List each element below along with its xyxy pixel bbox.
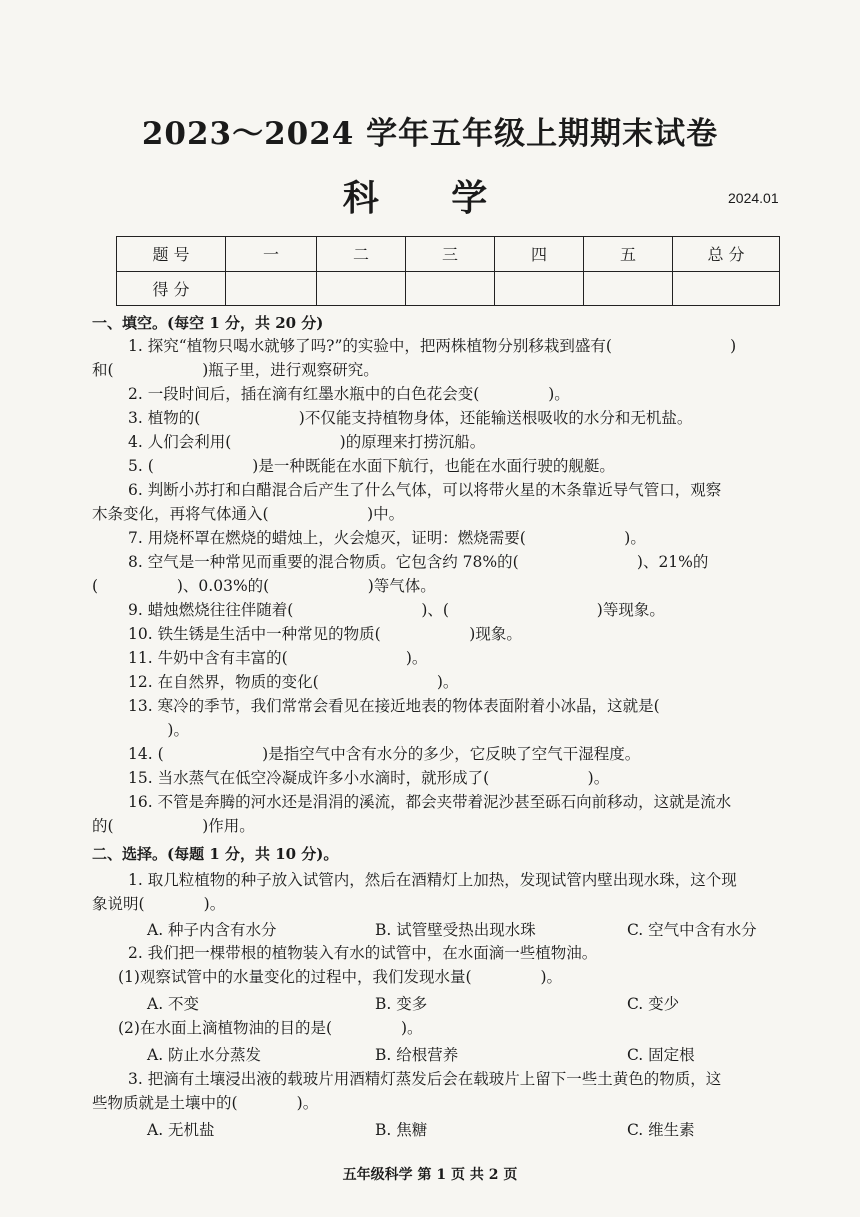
question-line: 和( )瓶子里，进行观察研究。 <box>92 361 379 379</box>
question-line: 12. 在自然界，物质的变化( )。 <box>128 673 459 691</box>
score-cell: 一 <box>226 237 317 272</box>
question-line: 1. 取几粒植物的种子放入试管内，然后在酒精灯上加热，发现试管内壁出现水珠，这个现 <box>128 871 737 889</box>
question-line: 10. 铁生锈是生活中一种常见的物质( )现象。 <box>128 625 522 643</box>
question-line: (1)观察试管中的水量变化的过程中，我们发现水量( )。 <box>118 968 563 986</box>
score-cell <box>495 271 584 306</box>
question-line: 1. 探究“植物只喝水就够了吗?”的实验中，把两株植物分别移栽到盛有( ) <box>128 337 737 355</box>
question-line: 3. 把滴有土壤浸出液的载玻片用酒精灯蒸发后会在载玻片上留下一些土黄色的物质，这 <box>128 1070 722 1088</box>
question-line: 7. 用烧杯罩在燃烧的蜡烛上，火会熄灭，证明：燃烧需要( )。 <box>128 529 646 547</box>
question-line: 9. 蜡烛燃烧往往伴随着( )、( )等现象。 <box>128 601 665 619</box>
score-cell: 得 分 <box>117 271 226 306</box>
option-a: A. 种子内含有水分 <box>147 921 277 939</box>
score-cell: 总 分 <box>673 237 780 272</box>
score-cell: 题 号 <box>117 237 226 272</box>
option-b: B. 焦糖 <box>375 1121 428 1139</box>
question-line: 5. ( )是一种既能在水面下航行，也能在水面行驶的舰艇。 <box>128 457 615 475</box>
question-line: 6. 判断小苏打和白醋混合后产生了什么气体，可以将带火星的木条靠近导气管口，观察 <box>128 481 722 499</box>
question-line: )。 <box>128 721 189 739</box>
option-c: C. 固定根 <box>627 1046 695 1064</box>
score-cell <box>317 271 406 306</box>
question-line: 木条变化，再将气体通入( )中。 <box>92 505 405 523</box>
question-line: 8. 空气是一种常见而重要的混合物质。它包含约 78%的( )、21%的 <box>128 553 709 571</box>
question-line: 16. 不管是奔腾的河水还是涓涓的溪流，都会夹带着泥沙甚至砾石向前移动，这就是流水 <box>128 793 732 811</box>
score-cell: 四 <box>495 237 584 272</box>
score-cell: 三 <box>406 237 495 272</box>
score-table-score-row <box>117 271 780 306</box>
question-line: 11. 牛奶中含有丰富的( )。 <box>128 649 428 667</box>
exam-date: 2024.01 <box>728 190 779 206</box>
question-line: 的( )作用。 <box>92 817 255 835</box>
section-heading-choice: 二、选择。(每题 1 分，共 10 分)。 <box>92 845 339 863</box>
score-cell <box>226 271 317 306</box>
question-line: 14. ( )是指空气中含有水分的多少，它反映了空气干湿程度。 <box>128 745 641 763</box>
page-footer: 五年级科学 第 1 页 共 2 页 <box>342 1167 518 1183</box>
exam-title: 2023～2024 学年五年级上期期末试卷 <box>141 116 719 152</box>
question-line: 3. 植物的( )不仅能支持植物身体，还能输送根吸收的水分和无机盐。 <box>128 409 693 427</box>
option-a: A. 防止水分蒸发 <box>147 1046 262 1064</box>
subject-title: 科 学 <box>342 177 518 219</box>
question-line: 13. 寒冷的季节，我们常常会看见在接近地表的物体表面附着小冰晶，这就是( <box>128 697 660 715</box>
option-b: B. 给根营养 <box>375 1046 459 1064</box>
option-a: A. 不变 <box>147 995 200 1013</box>
question-line: 15. 当水蒸气在低空冷凝成许多小水滴时，就形成了( )。 <box>128 769 610 787</box>
option-b: B. 试管壁受热出现水珠 <box>375 921 536 939</box>
section-heading-fill-in: 一、填空。(每空 1 分，共 20 分) <box>92 314 324 332</box>
score-cell <box>584 271 673 306</box>
score-table <box>116 236 780 306</box>
option-c: C. 维生素 <box>627 1121 695 1139</box>
question-line: 些物质就是土壤中的( )。 <box>92 1094 319 1112</box>
option-c: C. 空气中含有水分 <box>627 921 757 939</box>
question-line: 2. 我们把一棵带根的植物装入有水的试管中，在水面滴一些植物油。 <box>128 944 598 962</box>
score-table-header-row <box>117 237 780 272</box>
question-line: 象说明( )。 <box>92 895 226 913</box>
question-line: 2. 一段时间后，插在滴有红墨水瓶中的白色花会变( )。 <box>128 385 570 403</box>
score-cell <box>673 271 780 306</box>
question-line: 4. 人们会利用( )的原理来打捞沉船。 <box>128 433 486 451</box>
score-cell: 二 <box>317 237 406 272</box>
question-line: (2)在水面上滴植物油的目的是( )。 <box>118 1019 423 1037</box>
score-cell <box>406 271 495 306</box>
option-a: A. 无机盐 <box>147 1121 215 1139</box>
option-c: C. 变少 <box>627 995 680 1013</box>
option-b: B. 变多 <box>375 995 428 1013</box>
question-line: ( )、0.03%的( )等气体。 <box>92 577 436 595</box>
score-cell: 五 <box>584 237 673 272</box>
